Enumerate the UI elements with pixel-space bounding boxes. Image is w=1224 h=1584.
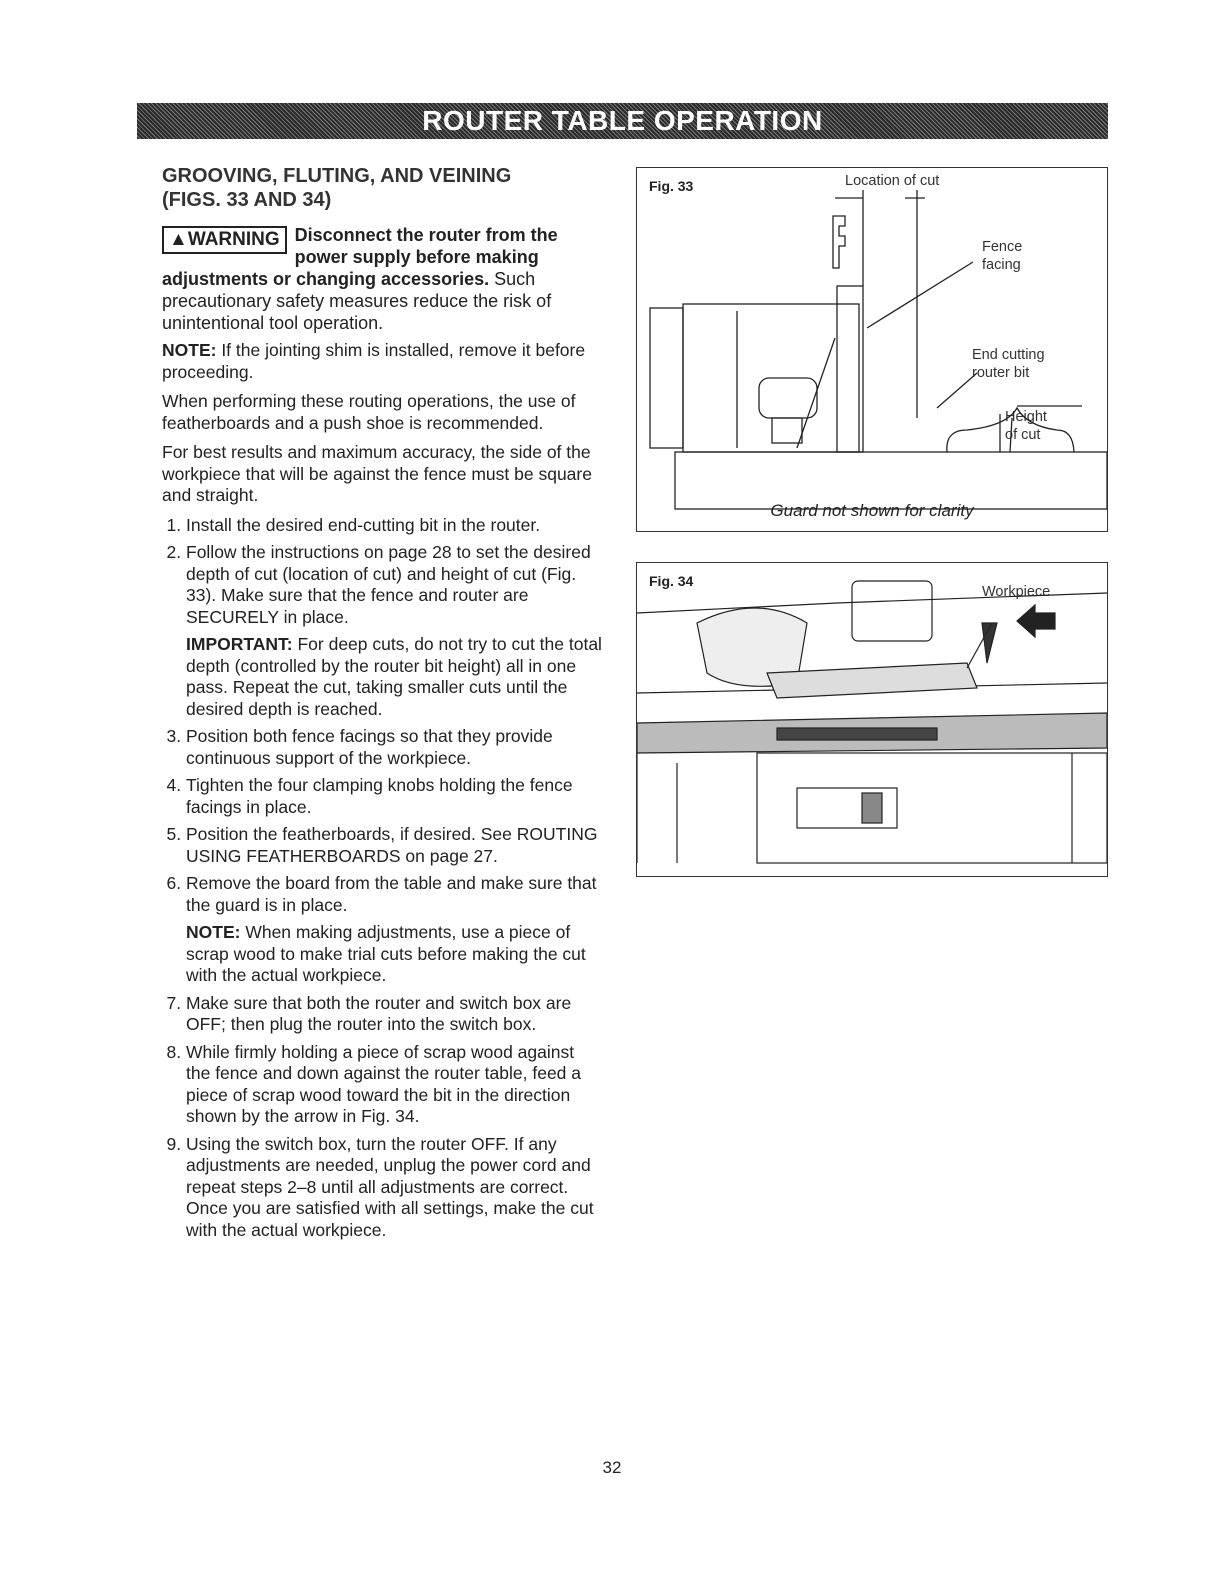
step-text: Install the desired end-cutting bit in the router. — [186, 514, 541, 535]
banner-title: ROUTER TABLE OPERATION — [422, 105, 823, 136]
fence-diagram — [637, 168, 1107, 531]
figure-33 — [636, 167, 1108, 532]
fence-facing-label: Fence facing — [982, 239, 1023, 273]
instructions-column — [162, 164, 602, 1247]
height-of-cut-label: Height of cut — [1005, 409, 1047, 443]
step — [186, 775, 602, 818]
step-text: Position both fence facings so that they provide continuous support of the workpiece. — [186, 726, 553, 768]
important-label: IMPORTANT: — [186, 634, 293, 654]
step-text: Make sure that both the router and switch box are OFF; then plug the router into the switch box. — [186, 992, 572, 1034]
page-number: 32 — [602, 1458, 622, 1477]
step-text: Remove the board from the table and make sure that the guard is in place. — [186, 873, 597, 915]
section-banner — [137, 103, 1108, 139]
step-text: Position the featherboards, if desired. See ROUTING USING FEATHERBOARDS on page 27. — [186, 824, 598, 866]
warning-bold: Disconnect the router from the power supply before making adjustments or changing accessories. — [162, 225, 558, 289]
step — [186, 824, 602, 867]
location-of-cut-label: Location of cut — [845, 173, 940, 189]
warning-badge — [162, 226, 287, 254]
step — [186, 1134, 602, 1242]
paragraph: For best results and maximum accuracy, the side of the workpiece that will be against the fence must be square and straight. — [162, 442, 592, 505]
router-table-drawing — [637, 563, 1107, 876]
figure-label: Fig. 34 — [649, 573, 694, 589]
heading-line-1: GROOVING, FLUTING, AND VEINING — [162, 165, 512, 187]
step — [186, 542, 602, 720]
figure-34 — [636, 562, 1108, 877]
step — [186, 993, 602, 1036]
heading-line-2: (FIGS. 33 AND 34) — [162, 189, 332, 211]
note-label: NOTE: — [162, 340, 217, 360]
note-text: When making adjustments, use a piece of scrap wood to make trial cuts before making the cut with the actual workpiece. — [186, 922, 586, 985]
step — [186, 726, 602, 769]
important-text: For deep cuts, do not try to cut the total depth (controlled by the router bit height) all in one pass. Repeat the cut, taking smaller cuts until the desired depth is reached. — [186, 634, 602, 719]
steps-list — [162, 515, 602, 1242]
step-text: Follow the instructions on page 28 to set the desired depth of cut (location of cut) and height of cut (Fig. 33). Make sure that the fence and router are SECURELY in place. — [186, 542, 591, 627]
step — [186, 515, 602, 537]
step — [186, 1042, 602, 1128]
router-bit-label: End cutting router bit — [972, 347, 1045, 381]
paragraph: When performing these routing operations, the use of featherboards and a push shoe is recommended. — [162, 391, 576, 433]
note-text: If the jointing shim is installed, remove it before proceeding. — [162, 340, 586, 382]
step-text: Tighten the four clamping knobs holding the fence facings in place. — [186, 775, 573, 817]
section-heading — [162, 164, 602, 212]
warning-block — [162, 224, 602, 334]
figure-label: Fig. 33 — [649, 178, 694, 194]
warning-text: Such precautionary safety measures reduce the risk of unintentional tool operation. — [162, 269, 552, 333]
warning-triangle-icon: ▲ — [169, 229, 188, 250]
figure-caption: Guard not shown for clarity — [770, 501, 974, 520]
step — [186, 873, 602, 987]
note-label: NOTE: — [186, 922, 241, 942]
warning-label: WARNING — [187, 229, 280, 250]
step-text: Using the switch box, turn the router OFF. If any adjustments are needed, unplug the power cord and repeat steps 2–8 until all adjustments are correct. Once you are satisfied with all settings, make the cut with the actual workpiece. — [186, 1133, 594, 1240]
workpiece-label: Workpiece — [982, 584, 1051, 600]
step-text: While firmly holding a piece of scrap wood against the fence and down against the router table, feed a piece of scrap wood toward the bit in the direction shown by the arrow in Fig. 34. — [186, 1041, 582, 1126]
